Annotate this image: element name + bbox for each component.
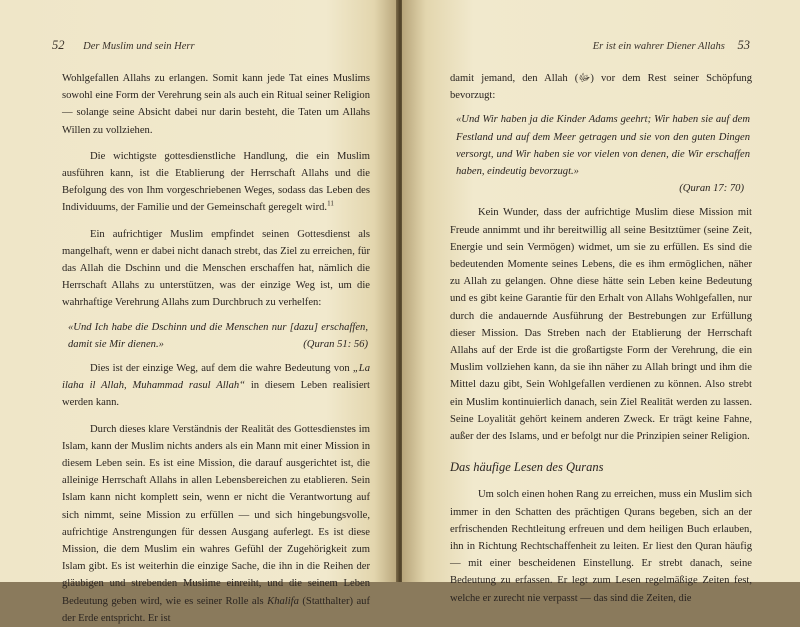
right-page-header — [593, 38, 750, 53]
footnote-marker: 11 — [327, 199, 334, 208]
paragraph — [62, 360, 370, 412]
shahada-quote: „La ilaha il Allah, Muhammad rasul Allah“ — [62, 363, 370, 392]
left-page — [0, 0, 398, 624]
paragraph: Um solch einen hohen Rang zu erreichen, muss ein Muslim sich immer in den Schatten des prächtigen Qurans begeben, sich an der erfrischenden Rechtleitung erfreuen und dem heiligen Buch erlauben, ihn in Richtung Rechtschaffenheit zu leiten. Er liest den Quran häufig — mit einer bescheidenen Einstellung. Er strebt danach, seine Bedeutung zu erfassen. Er legt zum Lesen regelmäßige Zeiten fest, welche er zurecht nie verpasst — das sind die Zeiten, die — [450, 489, 752, 604]
quote-reference: (Quran 51: 56) — [303, 338, 368, 350]
paragraph: Kein Wunder, dass der aufrichtige Muslim diese Mission mit Freude annimmt und ihr bereitwillig all seine Besitztümer (seine Zeit, Energie und sein Vermögen) widmet, um sie zu erfüllen. Es sind die bedeutenden Momente seines Lebens, die es ihm ermöglichen, näher zu Allah zu gelangen. Ohne diese hätte sein Leben keine Bedeutung und es gibt keine Garantie für den Erhalt von Allahs Wohlgefallen, nur durch die andauernde Ausführung der Bestrebungen zur Erfüllung dieser Mission. Das Streben nach der Etablierung der Herrschaft Allahs auf der Erde ist die großartigste Form der Verehrung, die ein Muslim vollziehen kann, da sie ihn näher zu Allah bringt und ihm die Mittel dazu gibt, Sein Wohlgefallen verdienen zu können. Also strebt ein Muslim kontinuierlich danach, sein Ziel Realität werden zu lassen. Seine Loyalität gehört keinem anderen Zweck. Er trägt keine Fahne, außer der des Islams, und er befolgt nur die Prinzipien seiner Religion. — [450, 207, 752, 443]
quote-text: «Und Wir haben ja die Kinder Adams geehrt; Wir haben sie auf dem Festland und auf dem Meer getragen und sie von den guten Dingen versorgt, und Wir haben sie vor vielen von denen, die Wir erschaffen haben, eindeutig bevorzugt.» — [456, 114, 750, 178]
left-page-body — [62, 70, 370, 627]
left-running-head: Der Muslim und sein Herr — [83, 41, 195, 52]
right-running-head: Er ist ein wahrer Diener Allahs — [592, 41, 725, 52]
left-page-header — [52, 38, 195, 53]
paragraph — [450, 70, 752, 104]
right-page-number: 53 — [737, 38, 750, 52]
quran-quote — [456, 111, 752, 197]
paragraph — [62, 421, 370, 627]
section-heading: Das häufige Lesen des Qurans — [450, 460, 604, 475]
left-page-number: 52 — [52, 38, 65, 52]
paragraph-text: damit jemand, den Allah ( — [450, 73, 579, 84]
paragraph-text: ) vor dem Rest seiner Schöpfung bevorzugt: — [450, 73, 752, 102]
paragraph: Ein aufrichtiger Muslim empfindet seinen Gottesdienst als mangelhaft, wenn er dabei nicht danach strebt, das Ziel zu erreichen, für das Allah die Dschinn und die Menschen erschaffen hat, nämlich die Herrschaft Allahs zu unterstützen, was der einzige Weg ist, um die wahrhaftige Verehrung Allahs zum Durchbruch zu verhelfen: — [62, 228, 370, 309]
right-page-body — [450, 70, 752, 607]
paragraph-text: in diesem Leben realisiert werden kann. — [62, 380, 370, 409]
right-page — [402, 0, 800, 604]
quran-quote — [68, 319, 370, 353]
khalifa-term: Khalifa — [267, 595, 299, 607]
quote-text: «Und Ich habe die Dschinn und die Menschen nur [dazu] erschaffen, damit sie Mir dienen.» — [68, 321, 368, 350]
paragraph-text: (Statthalter) auf der Erde entspricht. Er ist — [62, 595, 370, 624]
paragraph-text: Dies ist der einzige Weg, auf dem die wahre Bedeutung von — [90, 363, 353, 375]
quote-reference: (Quran 17: 70) — [679, 183, 744, 195]
paragraph — [62, 148, 370, 217]
paragraph-text: Die wichtigste gottesdienstliche Handlung, die ein Muslim ausführen kann, ist die Etablierung der Herrschaft Allahs und die Befolgung des von Ihm vorgeschriebenen Weges, sodass das Leben des Individuums, der Familie und der Gemeinschaft geregelt wird. — [62, 150, 370, 214]
arabic-honorific-symbol: ﷻ — [578, 73, 591, 84]
paragraph: Wohlgefallen Allahs zu erlangen. Somit kann jede Tat eines Muslims sowohl eine Form der Verehrung sein als auch ein Ritual seiner Religion — solange seine Absicht dabei nur darin besteht, die Taten um Allahs Willen zu vollziehen. — [62, 73, 370, 136]
paragraph-text: Durch dieses klare Verständnis der Realität des Gottesdienstes im Islam, kann der Muslim nichts anders als ein Mann mit einer Mission in diesem Leben sein. Es ist eine Mission, die darauf ausgerichtet ist, die alleinige Herrschaft Allahs in allen Lebensbereichen zu etablieren. Sein Islam kann nicht komplett sein, wenn er nicht die Verantwortung auf sich nimmt, seine Mission zu erfüllen — und sich hingebungsvolle, aufrichtige Anstrengungen für dessen Ausgang auferlegt. Es ist diese Mission, die dem Muslim ein wahres Gefühl der Zugehörigkeit zum Islam gibt. Es ist weiterhin die einzige Sache, die ihn in die Reihen der gläubigen und strebenden Muslime einreiht, und die seinem Leben Bedeutung geben wird, wie es seiner Rolle als — [62, 423, 370, 607]
